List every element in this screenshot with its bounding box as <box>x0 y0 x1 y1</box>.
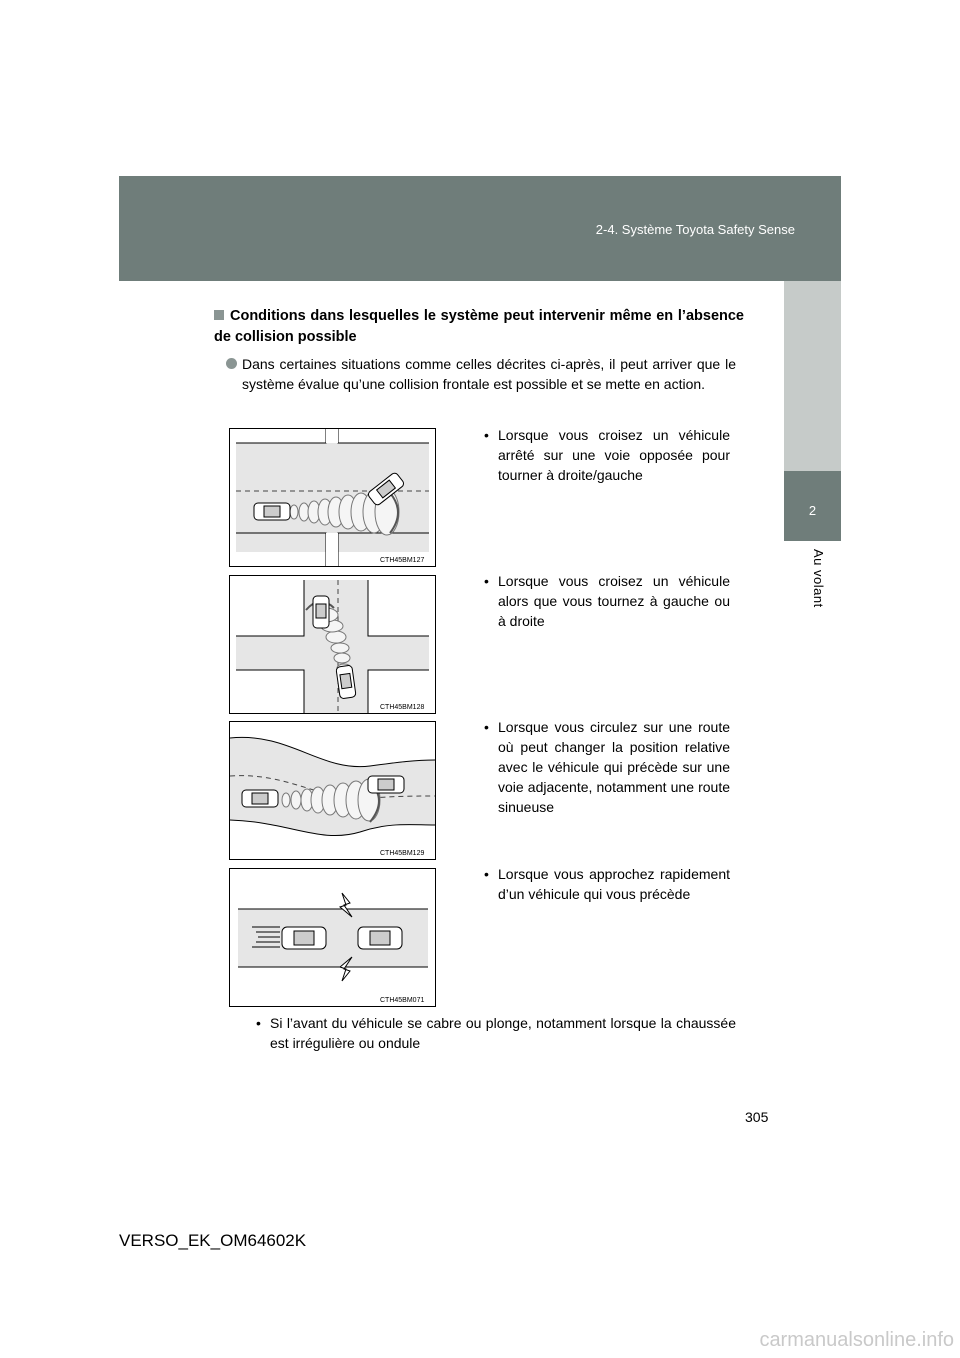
illustration-rapid-approach <box>230 869 435 1006</box>
figure-turning-vehicle <box>229 575 436 714</box>
illustration-winding-road <box>230 722 435 859</box>
square-bullet-icon <box>214 310 224 320</box>
figure-caption-2 <box>484 571 730 631</box>
figure-caption-3 <box>484 717 730 817</box>
section-title: 2-4. Système Toyota Safety Sense <box>595 222 795 237</box>
chapter-label-box <box>784 541 841 651</box>
section-heading-text: Conditions dans lesquelles le système peut intervenir même en l’absence de collision possible <box>214 308 744 345</box>
figure-code: CTH45BM128 <box>380 704 425 711</box>
additional-condition <box>256 1013 736 1053</box>
intro-text: Dans certaines situations comme celles décrites ci-après, il peut arriver que le système évalue qu’une collision frontale est possible et se mette en action. <box>242 356 736 392</box>
figure-oncoming-stopped-vehicle <box>229 428 436 567</box>
circle-bullet-icon <box>226 358 237 369</box>
side-tab-background <box>784 281 841 471</box>
page-number: 305 <box>745 1109 769 1125</box>
bullet-mark: • <box>484 573 489 589</box>
caption-text: Lorsque vous croisez un véhicule alors que vous tournez à gauche ou à droite <box>498 573 730 629</box>
caption-text: Lorsque vous circulez sur une route où peut changer la position relative avec le véhicule qui précède sur une voie adjacente, notamment une route sinueuse <box>498 719 730 815</box>
intro-paragraph <box>226 354 736 394</box>
document-code: VERSO_EK_OM64602K <box>119 1231 307 1250</box>
illustration-crossing-turn <box>230 576 435 713</box>
caption-text: Lorsque vous croisez un véhicule arrêté sur une voie opposée pour tourner à droite/gauche <box>498 427 730 483</box>
bullet-mark: • <box>256 1015 261 1031</box>
figure-code: CTH45BM071 <box>380 997 425 1004</box>
illustration-oncoming-turn <box>230 429 435 566</box>
figure-rapid-approach <box>229 868 436 1007</box>
figure-code: CTH45BM127 <box>380 557 425 564</box>
chapter-label: Au volant <box>811 549 826 608</box>
figure-caption-4 <box>484 864 730 904</box>
bullet-mark: • <box>484 427 489 443</box>
watermark: carmanualsonline.info <box>759 1329 954 1351</box>
figure-winding-road <box>229 721 436 860</box>
chapter-number: 2 <box>808 503 817 518</box>
bullet-mark: • <box>484 719 489 735</box>
section-heading <box>214 306 744 348</box>
figure-code: CTH45BM129 <box>380 850 425 857</box>
additional-condition-text: Si l’avant du véhicule se cabre ou plonge, notamment lorsque la chaussée est irrégulière ou ondule <box>270 1015 736 1051</box>
bullet-mark: • <box>484 866 489 882</box>
page-header-band <box>119 176 841 281</box>
chapter-tab <box>784 471 841 541</box>
caption-text: Lorsque vous approchez rapidement d’un véhicule qui vous précède <box>498 866 730 902</box>
figure-caption-1 <box>484 425 730 485</box>
